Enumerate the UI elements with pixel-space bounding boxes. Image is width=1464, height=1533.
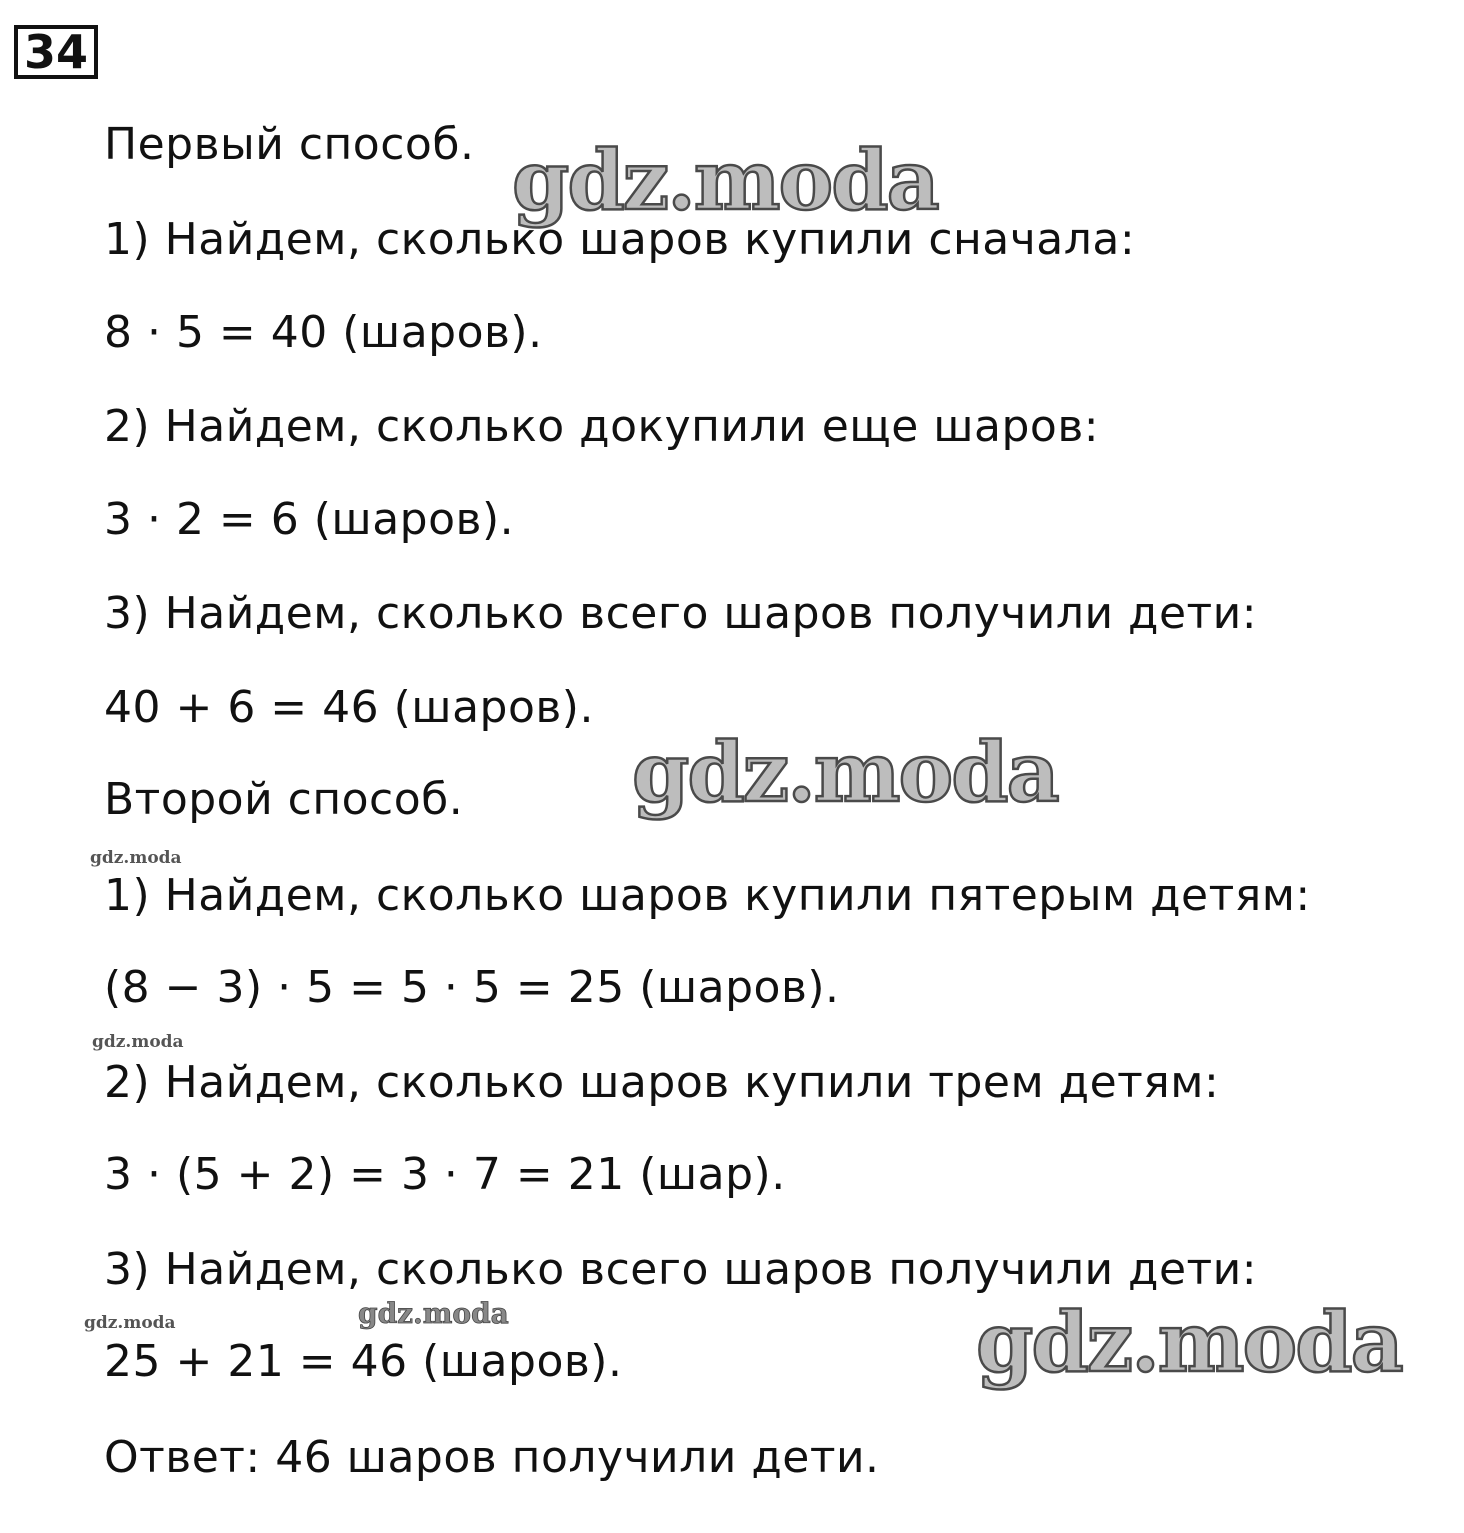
step-1-equation-second: (8 − 3) · 5 = 5 · 5 = 25 (шаров).: [104, 962, 840, 1013]
watermark-small: gdz.moda: [90, 848, 182, 868]
step-3-equation: 40 + 6 = 46 (шаров).: [104, 682, 594, 733]
watermark-medium: gdz.moda: [358, 1297, 509, 1330]
step-3-text-second: 3) Найдем, сколько всего шаров получили дети:: [104, 1244, 1258, 1295]
step-2-equation: 3 · 2 = 6 (шаров).: [104, 494, 515, 545]
watermark-small: gdz.moda: [84, 1313, 176, 1333]
step-2-text: 2) Найдем, сколько докупили еще шаров:: [104, 401, 1100, 452]
step-1-text: 1) Найдем, сколько шаров купили сначала:: [104, 214, 1136, 265]
method-one-heading: Первый способ.: [104, 119, 475, 170]
watermark-logo: gdz.moda: [632, 725, 1058, 821]
watermark-small: gdz.moda: [92, 1032, 184, 1052]
step-1-text-second: 1) Найдем, сколько шаров купили пятерым детям:: [104, 870, 1311, 921]
answer-line: Ответ: 46 шаров получили дети.: [104, 1432, 880, 1483]
step-3-text: 3) Найдем, сколько всего шаров получили дети:: [104, 588, 1258, 639]
step-3-equation-second: 25 + 21 = 46 (шаров).: [104, 1336, 623, 1387]
step-1-equation: 8 · 5 = 40 (шаров).: [104, 307, 543, 358]
problem-number: 34: [14, 25, 98, 79]
watermark-logo: gdz.moda: [976, 1295, 1402, 1391]
step-2-equation-second: 3 · (5 + 2) = 3 · 7 = 21 (шар).: [104, 1149, 786, 1200]
method-two-heading: Второй способ.: [104, 774, 464, 825]
step-2-text-second: 2) Найдем, сколько шаров купили трем детям:: [104, 1057, 1220, 1108]
watermark-logo: gdz.moda: [512, 133, 938, 229]
